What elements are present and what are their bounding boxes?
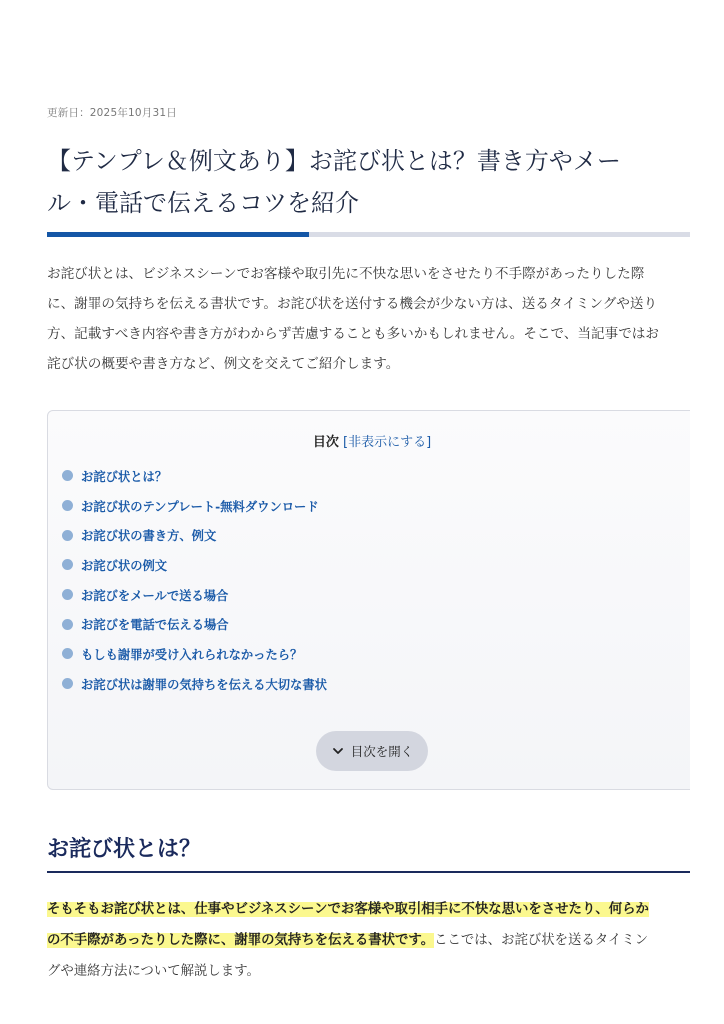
toc-item-link[interactable]: お詫び状の書き方、例文 xyxy=(81,529,217,544)
toc-open-button[interactable] xyxy=(316,731,428,771)
section-heading-rule xyxy=(47,871,690,873)
title-line-2: ル・電話で伝えるコツを紹介 xyxy=(47,189,359,217)
toc-item[interactable] xyxy=(62,580,327,610)
highlighted-text: そもそもお詫び状とは、仕事やビジネスシーンでお客様や取引相手に不快な思いをさせたり、何らか xyxy=(47,902,649,917)
page-title xyxy=(47,140,690,224)
toc-item-link[interactable]: もしも謝罪が受け入れられなかったら？ xyxy=(81,647,303,662)
highlighted-text: の不手際があったりした際に、謝罪の気持ちを伝える書状です。 xyxy=(47,933,435,948)
chevron-down-icon xyxy=(331,744,345,758)
title-underline-accent xyxy=(47,232,309,237)
paragraph-line: グや連絡方法について解説します。 xyxy=(47,964,260,979)
toc-item[interactable] xyxy=(62,491,327,521)
toc-item-link[interactable]: お詫び状の例文 xyxy=(81,558,168,573)
paragraph-line xyxy=(47,925,690,956)
intro-line: お詫び状とは、ビジネスシーンでお客様や取引先に不快な思いをさせたり不手際があったりした際 xyxy=(47,266,645,282)
paragraph-text: ここでは、お詫び状を送るタイミン xyxy=(434,933,649,948)
bullet-icon xyxy=(62,619,73,630)
toc-header xyxy=(48,431,690,450)
bullet-icon xyxy=(62,470,73,481)
toc-item[interactable] xyxy=(62,520,327,550)
intro-line: に、謝罪の気持ちを伝える書状です。お詫び状を送付する機会が少ない方は、送るタイミングや送り xyxy=(47,296,658,312)
toc-item[interactable] xyxy=(62,609,327,639)
toc-item-link[interactable]: お詫び状のテンプレート-無料ダウンロード xyxy=(81,499,319,514)
toc-label: 目次 xyxy=(312,435,339,450)
toc-item[interactable] xyxy=(62,669,327,699)
toc-hide-toggle[interactable]: [非表示にする] xyxy=(343,435,432,450)
table-of-contents xyxy=(47,410,690,790)
toc-item[interactable] xyxy=(62,550,327,580)
toc-item-link[interactable]: お詫び状とは？ xyxy=(81,469,168,484)
intro-paragraph xyxy=(47,259,690,379)
bullet-icon xyxy=(62,648,73,659)
toc-list xyxy=(62,461,327,699)
bullet-icon xyxy=(62,589,73,600)
bullet-icon xyxy=(62,559,73,570)
toc-item-link[interactable]: お詫び状は謝罪の気持ちを伝える大切な書状 xyxy=(81,677,327,692)
toc-item-link[interactable]: お詫びをメールで送る場合 xyxy=(81,588,229,603)
paragraph-line xyxy=(47,894,690,925)
bullet-icon xyxy=(62,678,73,689)
section-paragraph xyxy=(47,894,690,987)
updated-date: 更新日：2025年10月31日 xyxy=(47,107,177,119)
bullet-icon xyxy=(62,530,73,541)
section-heading: お詫び状とは？ xyxy=(47,837,202,862)
title-underline xyxy=(47,232,690,237)
intro-line: 方、記載すべき内容や書き方がわからず苦慮することも多いかもしれません。そこで、当記事ではお xyxy=(47,326,659,342)
toc-open-label: 目次を開く xyxy=(350,744,414,759)
intro-line: 詫び状の概要や書き方など、例文を交えてご紹介します。 xyxy=(47,356,400,372)
bullet-icon xyxy=(62,500,73,511)
toc-item-link[interactable]: お詫びを電話で伝える場合 xyxy=(81,618,229,633)
toc-item[interactable] xyxy=(62,639,327,669)
title-line-1: 【テンプレ＆例文あり】お詫び状とは？書き方やメー xyxy=(47,147,621,175)
article xyxy=(47,0,690,1024)
toc-item[interactable] xyxy=(62,461,327,491)
